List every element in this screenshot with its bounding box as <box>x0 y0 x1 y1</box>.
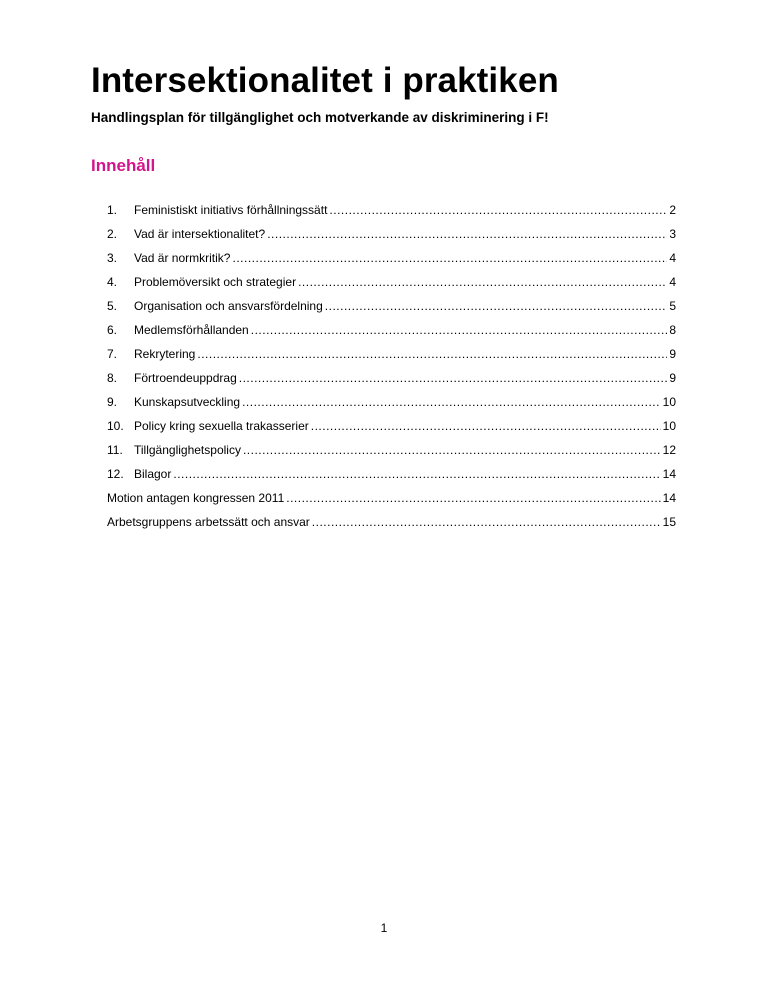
toc-entry-number: 10. <box>107 419 124 433</box>
toc-entry-number: 12. <box>107 467 124 481</box>
toc-dot-leader <box>312 512 661 532</box>
toc-entry[interactable] <box>107 416 676 440</box>
toc-entry[interactable] <box>107 368 676 392</box>
toc-entry[interactable] <box>107 320 676 344</box>
toc-entry-page: 3 <box>669 227 676 241</box>
toc-dot-leader <box>251 320 668 340</box>
toc-entry-page: 9 <box>669 347 676 361</box>
toc-entry-label: Policy kring sexuella trakasserier <box>134 419 309 433</box>
toc-entry[interactable] <box>107 440 676 464</box>
toc-entry-page: 4 <box>669 251 676 265</box>
toc-entry-page: 14 <box>662 491 676 505</box>
toc-entry[interactable] <box>107 344 676 368</box>
toc-entry-number: 9. <box>107 395 118 409</box>
toc-entry[interactable] <box>107 488 676 512</box>
toc-entry-number: 1. <box>107 203 118 217</box>
toc-entry-label: Vad är intersektionalitet? <box>134 227 266 241</box>
toc-dot-leader <box>267 224 667 244</box>
toc-entry-label: Problemöversikt och strategier <box>134 275 297 289</box>
toc-entry-page: 8 <box>669 323 676 337</box>
toc-entry-label: Kunskapsutveckling <box>134 395 241 409</box>
toc-entry-page: 10 <box>662 395 676 409</box>
page-number: 1 <box>380 921 388 935</box>
toc-entry[interactable] <box>107 296 676 320</box>
toc-entry-label: Tillgänglighetspolicy <box>134 443 241 457</box>
toc-entry-number: 11. <box>107 443 123 457</box>
toc-entry-label: Motion antagen kongressen 2011 <box>107 491 285 505</box>
toc-dot-leader <box>243 440 661 460</box>
toc-dot-leader <box>325 296 668 316</box>
toc-dot-leader <box>329 200 667 220</box>
toc-dot-leader <box>239 368 668 388</box>
toc-entry[interactable] <box>107 248 676 272</box>
toc-entry-number: 8. <box>107 371 118 385</box>
toc-entry-label: Organisation och ansvarsfördelning <box>134 299 323 313</box>
toc-entry-label: Bilagor <box>134 467 172 481</box>
toc-dot-leader <box>298 272 667 292</box>
toc-entry-page: 12 <box>662 443 676 457</box>
toc-entry-number: 7. <box>107 347 118 361</box>
toc-entry-label: Feministiskt initiativs förhållningssätt <box>134 203 328 217</box>
toc-entry-label: Rekrytering <box>134 347 196 361</box>
toc-entry-page: 15 <box>662 515 676 529</box>
table-of-contents <box>107 200 676 536</box>
toc-entry[interactable] <box>107 464 676 488</box>
toc-entry-page: 4 <box>669 275 676 289</box>
toc-dot-leader <box>242 392 661 412</box>
toc-entry-page: 5 <box>669 299 676 313</box>
toc-entry[interactable] <box>107 272 676 296</box>
toc-entry-page: 14 <box>662 467 676 481</box>
toc-entry-label: Vad är normkritik? <box>134 251 231 265</box>
document-title: Intersektionalitet i praktiken <box>91 61 559 100</box>
toc-entry-label: Förtroendeuppdrag <box>134 371 237 385</box>
toc-entry-page: 10 <box>662 419 676 433</box>
toc-entry-number: 6. <box>107 323 118 337</box>
toc-entry[interactable] <box>107 200 676 224</box>
toc-entry-number: 4. <box>107 275 118 289</box>
toc-dot-leader <box>311 416 661 436</box>
toc-dot-leader <box>286 488 660 508</box>
toc-entry-page: 2 <box>669 203 676 217</box>
toc-entry-number: 3. <box>107 251 118 265</box>
toc-entry[interactable] <box>107 512 676 536</box>
toc-entry-number: 5. <box>107 299 118 313</box>
toc-dot-leader <box>173 464 660 484</box>
toc-dot-leader <box>197 344 667 364</box>
toc-entry[interactable] <box>107 392 676 416</box>
toc-entry-page: 9 <box>669 371 676 385</box>
toc-entry-number: 2. <box>107 227 118 241</box>
document-subtitle: Handlingsplan för tillgänglighet och motverkande av diskriminering i F! <box>91 110 549 125</box>
toc-dot-leader <box>232 248 667 268</box>
toc-heading: Innehåll <box>91 156 156 175</box>
toc-entry-label: Arbetsgruppens arbetssätt och ansvar <box>107 515 310 529</box>
toc-entry[interactable] <box>107 224 676 248</box>
toc-entry-label: Medlemsförhållanden <box>134 323 249 337</box>
